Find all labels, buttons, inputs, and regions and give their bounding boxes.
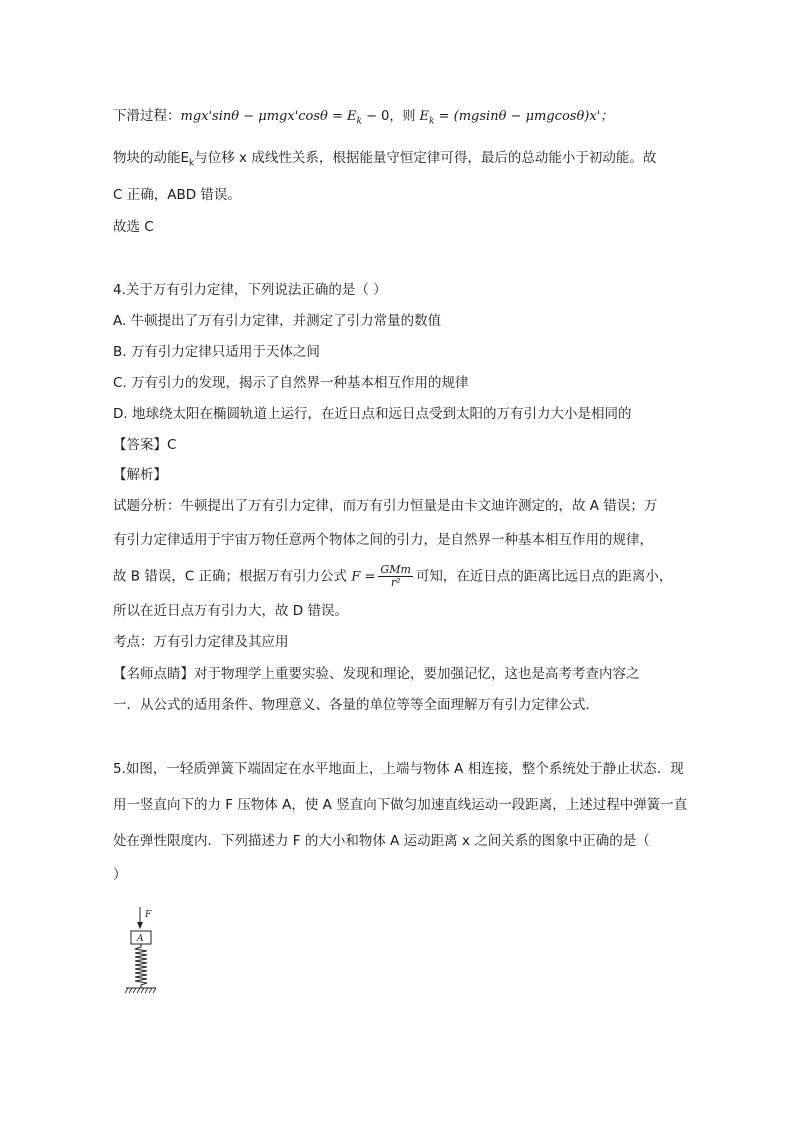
q4-analysis-label: 【解析】 xyxy=(113,467,167,483)
kinetic-energy-line: 物块的动能$E_k$与位移 x 成线性关系，根据能量守恒定律可得，最后的总动能小于初动能。故 xyxy=(113,150,657,169)
q5-line-2: 用一竖直向下的力 F 压物体 A，使 A 竖直向下做匀加速直线运动一段距离，上述过程中弹簧一直 xyxy=(113,797,688,813)
force-label: F xyxy=(145,910,152,920)
q4-option-c: C. 万有引力的发现，揭示了自然界一种基本相互作用的规律 xyxy=(113,375,469,391)
q5-line-3: 处在弹性限度内．下列描述力 F 的大小和物体 A 运动距离 x 之间关系的图象中正确的是（ xyxy=(113,833,650,849)
q4-kaodian: 考点：万有引力定律及其应用 xyxy=(113,634,289,650)
q4-option-d: D. 地球绕太阳在椭圆轨道上运行，在近日点和远日点受到太阳的万有引力大小是相同的 xyxy=(113,406,632,422)
ground-hatching xyxy=(125,988,156,993)
spring-block-figure xyxy=(118,905,168,1000)
downslide-label: 下滑过程： xyxy=(113,108,181,124)
gravity-formula-lhs: F = xyxy=(351,569,376,585)
conclusion-line: C 正确，ABD 错误。 xyxy=(113,187,241,203)
q4-comment-line-1: 【名师点睛】对于物理学上重要实验、发现和理论，要加强记忆，这也是高考考查内容之 xyxy=(113,666,640,682)
q4-comment-line-2: 一．从公式的适用条件、物理意义、各量的单位等等全面理解万有引力定律公式． xyxy=(113,697,599,713)
q4-analysis-line-2: 有引力定律适用于宇宙万物任意两个物体之间的引力，是自然界一种基本相互作用的规律， xyxy=(113,532,653,548)
force-arrow-head xyxy=(137,922,143,929)
q4-analysis-line-3: 故 B 错误，C 正确；根据万有引力公式 F = $\frac{\text{GMm}}{\text{r²}}$ 可知，在近日点的距离比远日点的距离小， xyxy=(113,563,673,589)
q4-answer: 【答案】C xyxy=(113,437,177,453)
gravity-formula-fraction: $\frac{\text{GMm}}{\text{r²}}$ xyxy=(380,563,411,589)
q4-analysis-line-4: 所以在近日点万有引力大，故 D 错误。 xyxy=(113,603,348,619)
downslide-formula: $mgx'\sin\theta - \mu mgx'\cos\theta = E_k - 0$，则 $E_k = (mgsin\theta - \mu mgcos\theta)x'$； xyxy=(180,109,614,127)
q4-stem: 4.关于万有引力定律，下列说法正确的是（ ） xyxy=(113,282,387,298)
q4-option-a: A. 牛顿提出了万有引力定律，并测定了引力常量的数值 xyxy=(113,313,442,329)
q5-line-1: 5.如图，一轻质弹簧下端固定在水平地面上，上端与物体 A 相连接，整个系统处于静止状态．现 xyxy=(113,761,684,777)
q4-option-b: B. 万有引力定律只适用于天体之间 xyxy=(113,344,320,360)
choice-line: 故选 C xyxy=(113,219,154,235)
downslide-equation-line xyxy=(113,106,613,132)
spring xyxy=(135,944,147,988)
block-label: A xyxy=(137,934,144,944)
q4-analysis-line-1: 试题分析：牛顿提出了万有引力定律，而万有引力恒量是由卡文迪许测定的，故 A 错误；万 xyxy=(113,498,658,514)
q5-line-4: ） xyxy=(113,867,127,883)
